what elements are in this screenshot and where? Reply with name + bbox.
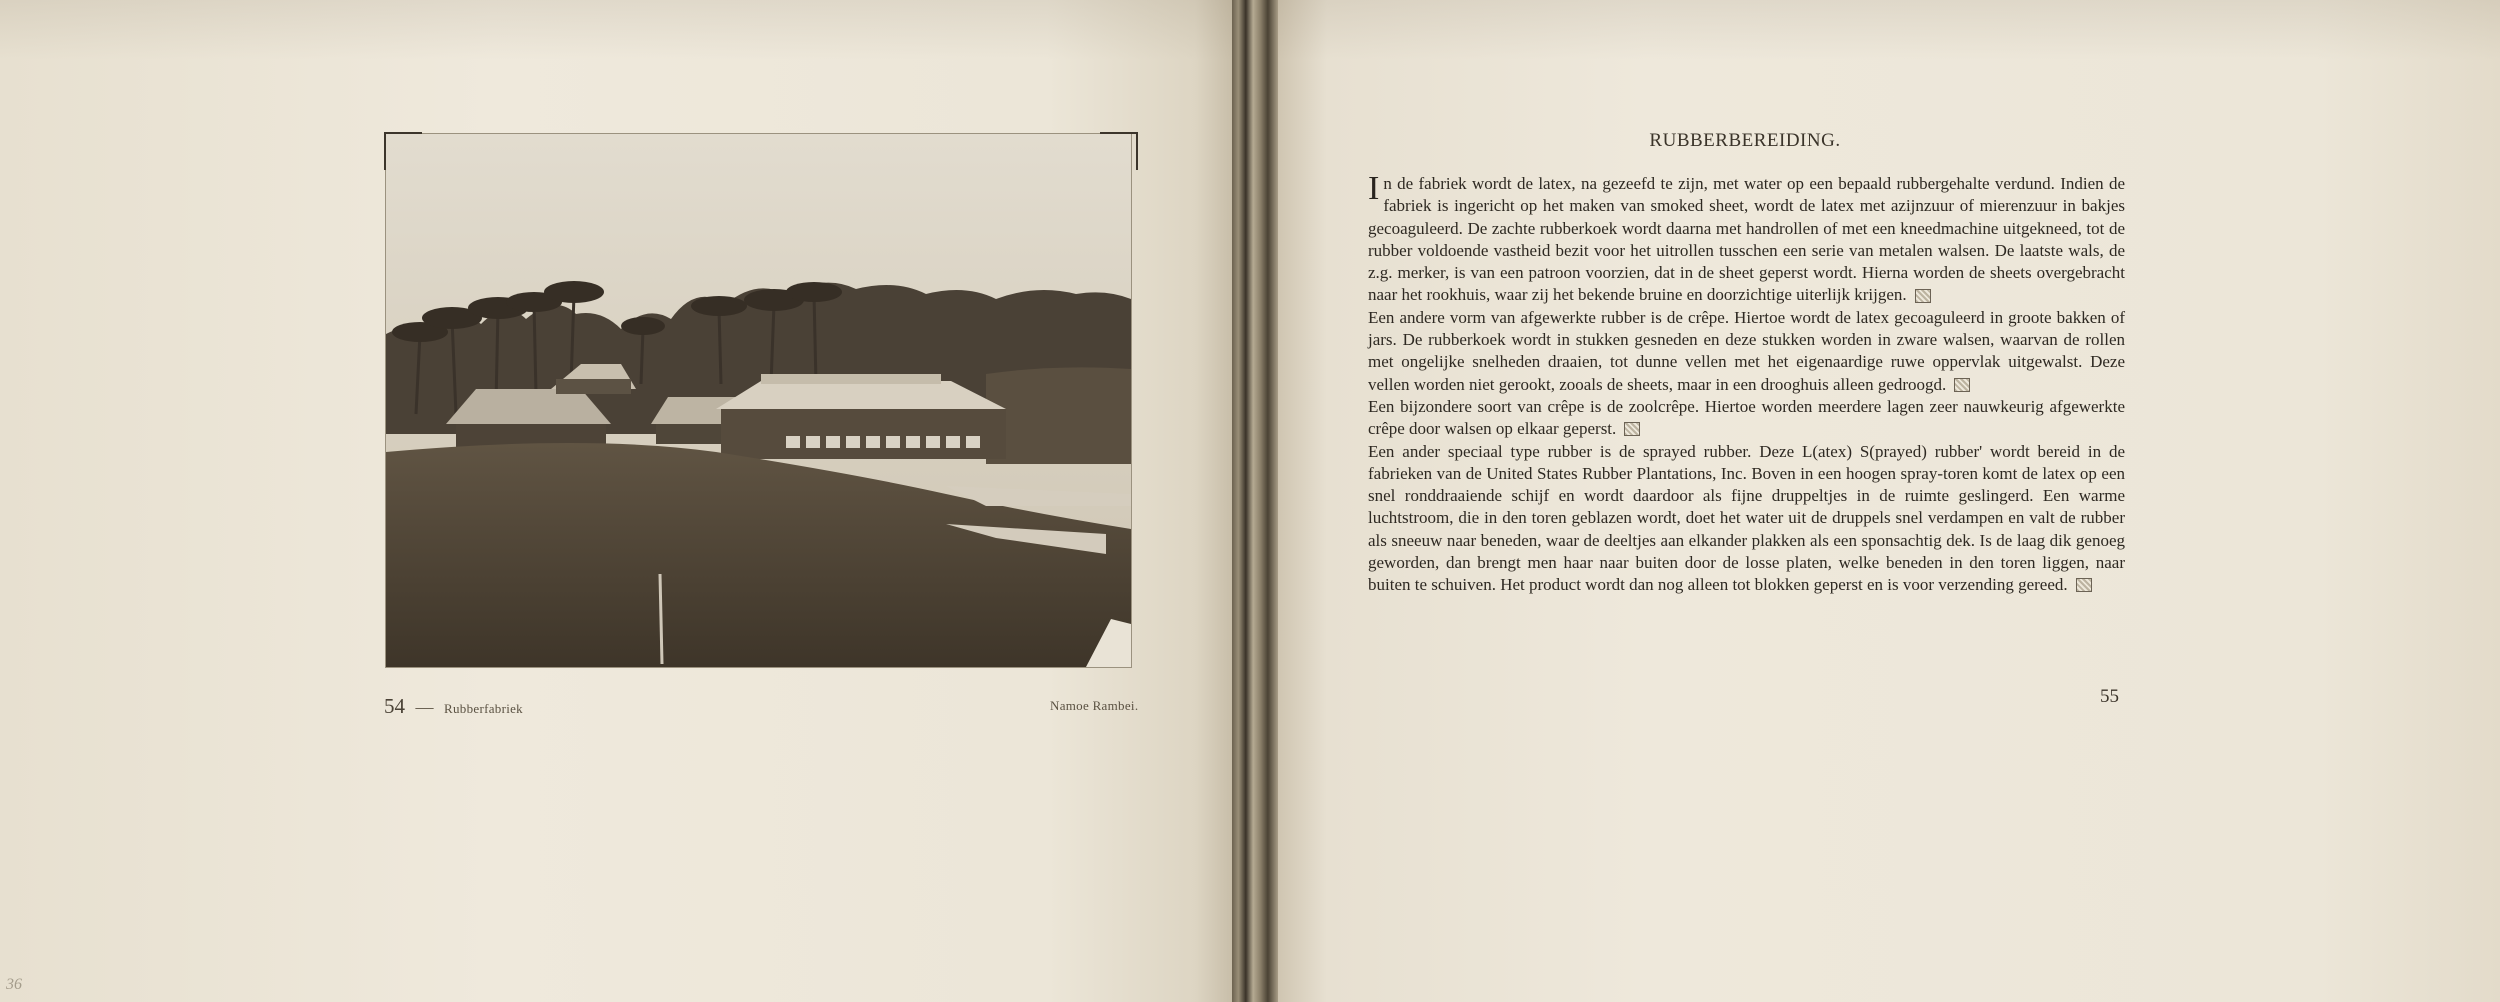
photograph-image [386, 134, 1131, 667]
caption-title: Rubberfabriek [444, 701, 523, 716]
plate-number: 54 [384, 694, 405, 718]
photo-mount [386, 134, 1136, 670]
paragraph-text: n de fabriek wordt de latex, na gezeefd te zijn, met water op een bepaald rubbergehalte verdund. Indien de fabriek is ingericht op het maken van smoked sheet, wordt de latex met azijnzuur of mierenzuur in bakjes gecoaguleerd. De zachte rubberkoek wordt daarna met handrollen of met een kneedmachine uitgekneed, tot de rubber voldoende vastheid bezit voor het uitrollen tusschen een serie van metalen walsen. De laatste wals, de z.g. merker, is van een patroon voorzien, dat in de sheet geperst wordt. Hierna worden de sheets overgebracht naar het rookhuis, waar zij het bekende bruine en doorzichtige uiterlijk krijgen. [1368, 174, 2125, 305]
paragraph-text: Een bijzondere soort van crêpe is de zoolcrêpe. Hiertoe worden meerdere lagen zeer nauwkeurig afgewerkte crêpe door walsen op elkaar geperst. [1368, 396, 2125, 439]
paragraph [1368, 441, 2125, 597]
page-shadow [1278, 0, 2500, 60]
section-mark-icon [1624, 422, 1640, 436]
paragraph-text: Een ander speciaal type rubber is de sprayed rubber. Deze L(atex) S(prayed) rubber' wordt bereid in de fabrieken van de United States Rubber Plantations, Inc. Boven in een hoogen spray-toren komt de latex op een snel ronddraaiende schijf en wordt daardoor als fijne druppeltjes in de ruimte geslingerd. Een warme luchtstroom, die in den toren geblazen wordt, doet het water uit de druppels snel verdampen en valt de rubber als sneeuw naar beneden, waar de deeltjes aan elkander plakken als een sponsachtig dek. Is de laag dik genoeg geworden, dan brengt men haar naar buiten door de losse platen, welke beneden in den toren liggen, naar buiten te schuiven. Het product wordt dan nog alleen tot blokken geperst en is voor verzending gereed. [1368, 441, 2125, 595]
photograph-rubber-factory [386, 134, 1131, 667]
photo-corner-mount [1100, 132, 1138, 170]
body-text [1368, 170, 2125, 597]
photo-caption [384, 694, 523, 719]
paragraph [1368, 307, 2125, 396]
paragraph [1368, 396, 2125, 441]
page-number: 55 [2100, 686, 2119, 707]
photo-corner-mount [384, 132, 422, 170]
page-shadow [0, 0, 1232, 60]
paragraph [1368, 170, 2125, 307]
photo-credit: Namoe Rambei. [1050, 698, 1139, 713]
caption-dash: — [415, 697, 434, 717]
book-gutter [1232, 0, 1278, 1002]
left-page [0, 0, 1232, 1002]
pencil-note: 36 [6, 976, 22, 993]
drop-capital: I [1368, 170, 1380, 207]
section-mark-icon [1915, 289, 1931, 303]
section-mark-icon [2076, 578, 2092, 592]
paragraph-text: Een andere vorm van afgewerkte rubber is de crêpe. Hiertoe wordt de latex gecoaguleerd in groote bakken of jars. De rubberkoek wordt in stukken gesneden en deze stukken worden in zware walsen, waarvan de rollen met ongelijke snelheden draaien, tot dunne vellen met het eigenaardige ruwe oppervlak uitgewalst. Deze vellen worden niet gerookt, zooals de sheets, maar in een drooghuis alleen gedroogd. [1368, 307, 2125, 394]
section-mark-icon [1954, 378, 1970, 392]
page-title: RUBBERBEREIDING. [1649, 130, 1841, 151]
